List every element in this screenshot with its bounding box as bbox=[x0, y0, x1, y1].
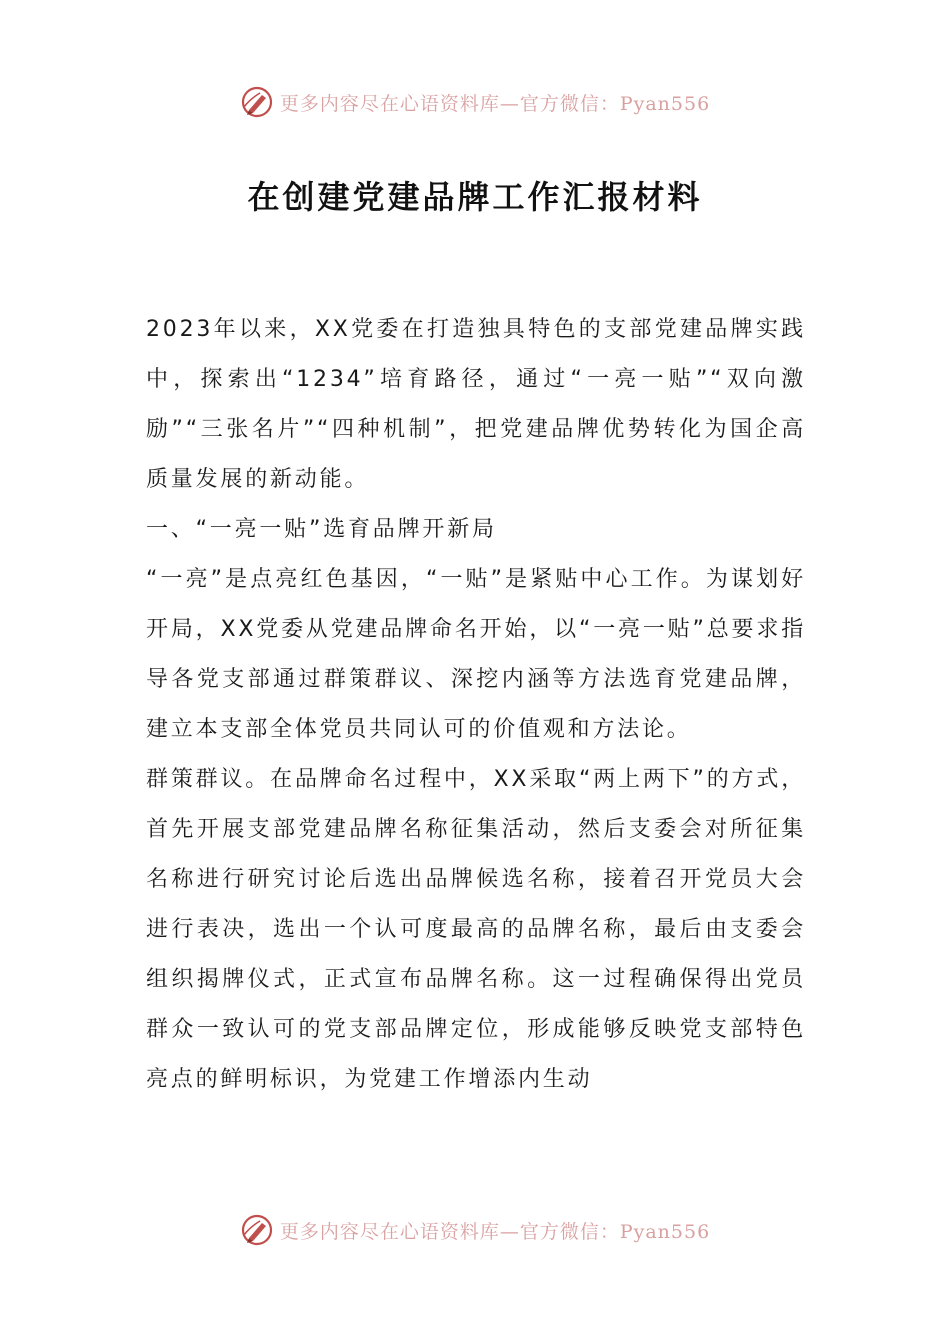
document-body bbox=[146, 305, 806, 1105]
watermark-text: 更多内容尽在心语资料库—官方微信：Pyan556 bbox=[279, 1220, 711, 1243]
section-heading: 一、“一亮一贴”选育品牌开新局 bbox=[146, 517, 497, 542]
pen-logo-icon bbox=[240, 85, 274, 119]
body-paragraph: “一亮”是点亮红色基因，“一贴”是紧贴中心工作。为谋划好开局，XX党委从党建品牌命名开始，以“一亮一贴”总要求指导各党支部通过群策群议、深挖内涵等方法选育党建品牌，建立本支部全体党员共同认可的价值观和方法论。 bbox=[146, 567, 806, 742]
footer-watermark bbox=[0, 1210, 950, 1250]
watermark-text: 更多内容尽在心语资料库—官方微信：Pyan556 bbox=[279, 92, 711, 115]
pen-logo-icon bbox=[240, 1213, 274, 1247]
intro-paragraph: 2023年以来，XX党委在打造独具特色的支部党建品牌实践中，探索出“1234”培育路径，通过“一亮一贴”“双向激励”“三张名片”“四种机制”，把党建品牌优势转化为国企高质量发展的新动能。 bbox=[146, 317, 806, 492]
header-watermark bbox=[0, 82, 950, 122]
document-title: 在创建党建品牌工作汇报材料 bbox=[247, 178, 703, 216]
body-paragraph: 群策群议。在品牌命名过程中，XX采取“两上两下”的方式，首先开展支部党建品牌名称征集活动，然后支委会对所征集名称进行研究讨论后选出品牌候选名称，接着召开党员大会进行表决，选出一个认可度最高的品牌名称，最后由支委会组织揭牌仪式，正式宣布品牌名称。这一过程确保得出党员群众一致认可的党支部品牌定位，形成能够反映党支部特色亮点的鲜明标识，为党建工作增添内生动 bbox=[146, 767, 806, 1092]
